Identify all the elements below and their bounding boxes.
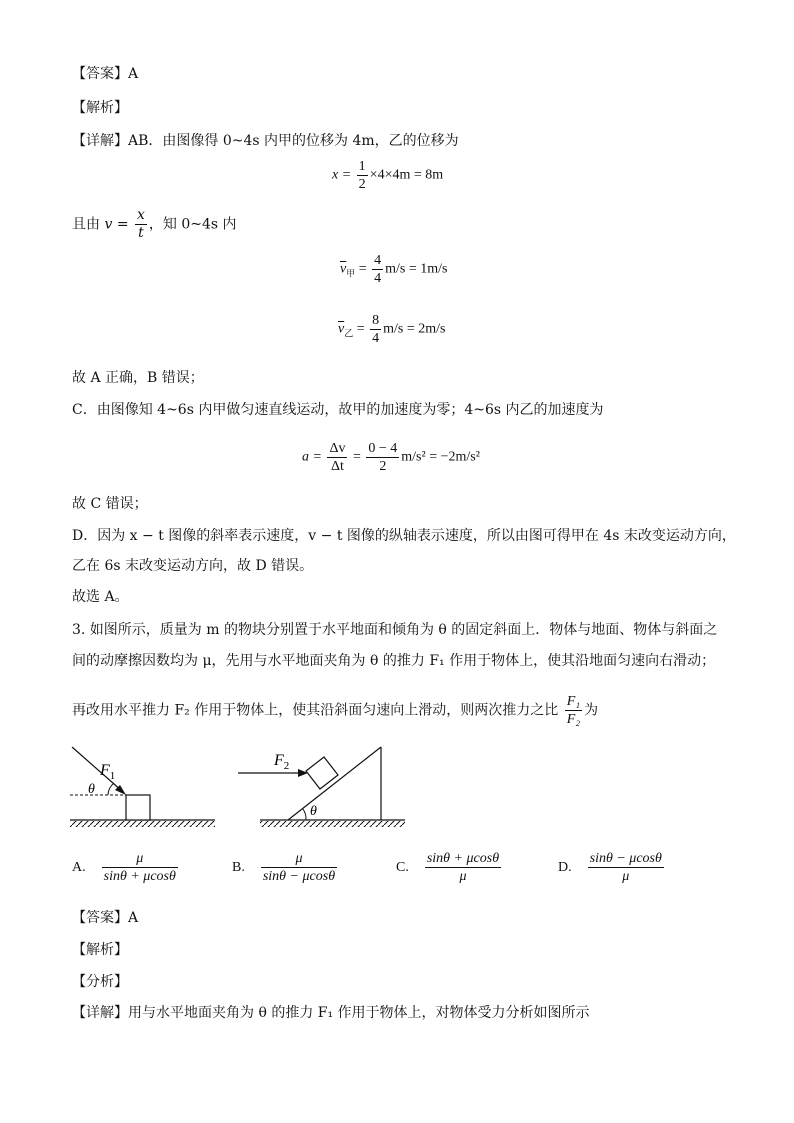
frac-x: x: [137, 207, 145, 223]
q3-detail-line: [72, 1003, 590, 1023]
eq-x-den: 2: [358, 177, 366, 192]
ground-right-hatch: [260, 821, 405, 827]
v-jia-num: 4: [374, 253, 382, 268]
incline-surface: [288, 747, 381, 820]
q3-stem-line2: 间的动摩擦因数均为 μ，先用与水平地面夹角为 θ 的推力 F₁ 作用于物体上，使其沿地面匀速向右滑动；: [72, 653, 716, 669]
eq-x-lhs: x =: [332, 167, 352, 183]
q3-ratio-den: F₂: [566, 712, 581, 727]
q3-answer-line: [72, 908, 138, 928]
final-choice: 故选 A。: [72, 589, 129, 605]
equation-x: [332, 158, 443, 193]
option-b-num: μ: [261, 850, 337, 868]
detail-d-line1: D．因为 x − t 图像的斜率表示速度，v − t 图像的纵轴表示速度，所以由图可得甲在 4s 末改变运动方向，: [72, 528, 736, 544]
detail-c-line: C．由图像知 4~6s 内甲做匀速直线运动，故甲的加速度为零；4~6s 内乙的加速度为: [72, 402, 604, 418]
a-lhs: a =: [302, 449, 322, 465]
force-f1-arrow: [72, 747, 122, 791]
a-rhs: m/s² = −2m/s²: [401, 449, 480, 465]
option-c-label: C.: [396, 859, 409, 875]
option-d-label: D.: [558, 859, 572, 875]
option-d-num: sinθ − μcosθ: [589, 851, 662, 866]
option-a-num: μ: [102, 850, 178, 868]
q3-stem-line3: [72, 693, 598, 728]
theta-label-left: θ: [88, 782, 95, 797]
conclusion-ab: 故 A 正确，B 错误；: [72, 370, 204, 386]
qie-you: 且由: [72, 216, 100, 233]
option-d[interactable]: [558, 850, 666, 885]
q3-line3-end: 为: [584, 702, 599, 719]
v-jia-den: 4: [374, 271, 382, 286]
q3-answer-value: A: [128, 910, 139, 926]
vbar-frac: [135, 207, 147, 242]
answer-tag: 【答案】: [72, 66, 128, 82]
q3-stem-line1: 3. 如图所示，质量为 m 的物块分别置于水平地面和倾角为 θ 的固定斜面上．物体与地面、物体与斜面之: [72, 622, 718, 638]
v-yi-sub: 乙: [344, 328, 354, 339]
v-yi-rhs: m/s = 2m/s: [383, 321, 446, 337]
option-a-label: A.: [72, 859, 86, 875]
f2-label: $F_2$: [274, 752, 290, 772]
detail-ab-text: AB．由图像得 0~4s 内甲的位移为 4m，乙的位移为: [128, 133, 459, 149]
q3-ratio-num: F₁: [566, 694, 581, 709]
option-b-den: sinθ − μcosθ: [262, 869, 336, 884]
detail-d-line2: 乙在 6s 末改变运动方向，故 D 错误。: [72, 558, 314, 574]
option-d-den: μ: [622, 869, 630, 884]
detail-tag: 【详解】: [72, 133, 128, 149]
eq-x-frac: [357, 158, 368, 193]
option-c-den: μ: [459, 869, 467, 884]
option-b-label: B.: [232, 859, 245, 875]
option-c-num: sinθ + μcosθ: [426, 851, 500, 866]
vbar-eq: v =: [104, 216, 129, 233]
v-jia-rhs: m/s = 1m/s: [385, 261, 448, 277]
conclusion-c: 故 C 错误；: [72, 496, 148, 512]
eq-x-num: 1: [358, 159, 366, 174]
option-a[interactable]: [72, 850, 180, 885]
ground-left-hatch: [70, 821, 215, 827]
q3-analysis-tag: 【解析】: [72, 942, 128, 958]
answer-value: A: [128, 66, 139, 82]
option-c[interactable]: [396, 850, 503, 885]
option-a-den: sinθ + μcosθ: [103, 869, 176, 884]
f1-label: $F_1$: [100, 762, 116, 782]
q3-figure: [60, 735, 420, 835]
v-jia-sub: 甲: [346, 268, 356, 279]
theta-arc-left: [108, 783, 114, 795]
analysis-tag: 【解析】: [72, 100, 128, 116]
equation-v-yi: $\overline{v}_乙$ = $\frac{8}{4}$ m/s = 2m/s: [338, 313, 446, 346]
q3-line3-text: 再改用水平推力 F₂ 作用于物体上，使其沿斜面匀速向上滑动，则两次推力之比: [72, 702, 559, 719]
option-b[interactable]: [232, 850, 339, 885]
v-yi-den: 4: [372, 331, 380, 346]
q3-ratio: [565, 693, 582, 728]
a-num1: Δv: [329, 441, 346, 456]
frac-t: t: [138, 225, 144, 241]
a-den2: 2: [379, 459, 387, 474]
eq-x-rhs: ×4×4m = 8m: [369, 167, 444, 183]
zhi-text: ，知 0~4s 内: [148, 216, 237, 233]
equation-a: a = $\frac{\Delta v}{\Delta t}$ = $\frac{0 - 4}{2}$ m/s² = −2m/s²: [302, 441, 480, 474]
q3-answer-tag: 【答案】: [72, 910, 128, 926]
block-left: [126, 795, 150, 820]
a-den1: Δt: [331, 459, 344, 474]
v-yi-num: 8: [372, 313, 380, 328]
equation-v-jia: $\overline{v}_甲$ = $\frac{4}{4}$ m/s = 1m/s: [340, 253, 448, 286]
theta-arc-right: [303, 809, 306, 820]
q3-detail-tag: 【详解】: [72, 1005, 128, 1021]
average-velocity-def: [72, 207, 237, 242]
detail-ab-line: [72, 131, 459, 151]
q3-detail-text: 用与水平地面夹角为 θ 的推力 F₁ 作用于物体上，对物体受力分析如图所示: [128, 1005, 590, 1021]
answer-line: [72, 64, 138, 84]
q3-analysis2-tag: 【分析】: [72, 974, 128, 990]
a-num2: 0 − 4: [368, 441, 398, 456]
theta-label-right: θ: [310, 804, 317, 819]
